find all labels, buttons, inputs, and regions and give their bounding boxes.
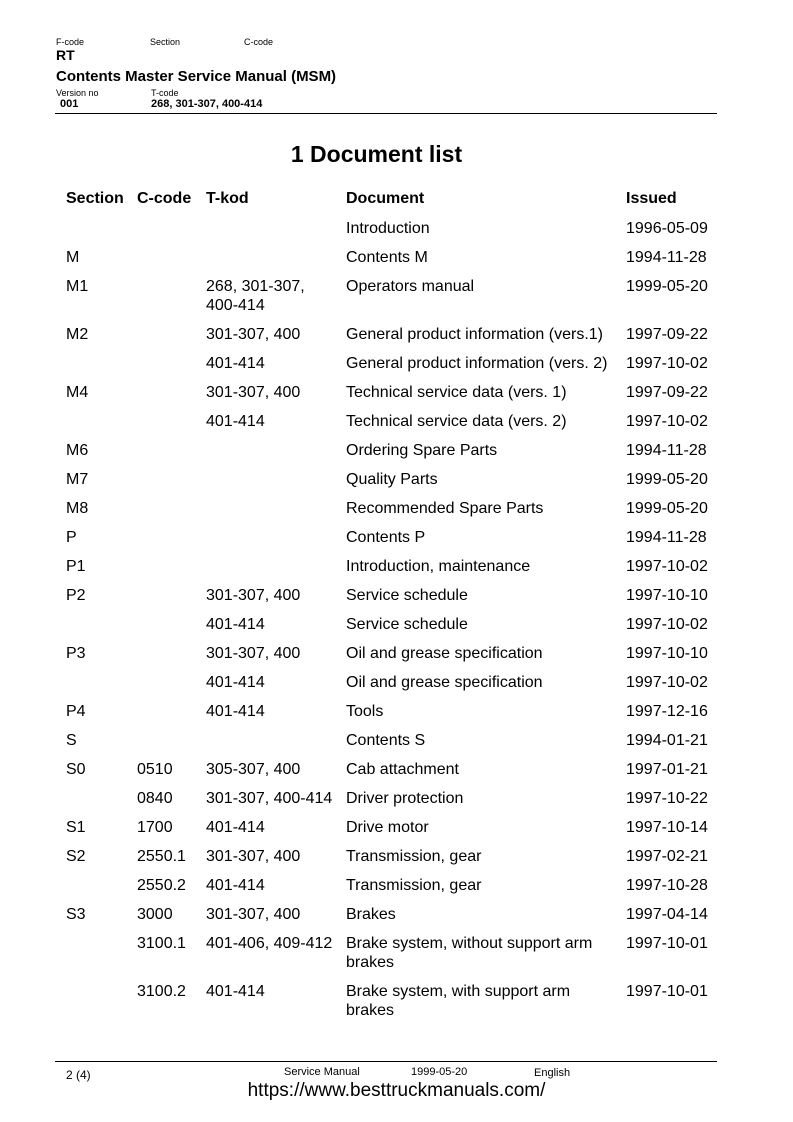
cell-section: M6 xyxy=(66,442,89,459)
cell-issued: 1996-05-09 xyxy=(626,220,708,237)
table-body xyxy=(62,215,722,1026)
cell-section xyxy=(62,611,133,640)
table-row xyxy=(62,872,722,901)
cell-ccode xyxy=(133,669,202,698)
cell-document: Technical service data (vers. 1) xyxy=(346,384,567,401)
table-row xyxy=(62,495,722,524)
cell-document: Brake system, without support arm brakes xyxy=(346,935,593,971)
table-row xyxy=(62,930,722,978)
cell-section: S0 xyxy=(66,761,86,778)
version-value: 001 xyxy=(60,98,79,110)
cell-ccode xyxy=(133,640,202,669)
cell-document: Quality Parts xyxy=(346,471,438,488)
cell-document: Contents M xyxy=(346,249,428,266)
cell-ccode xyxy=(133,350,202,379)
cell-document: Drive motor xyxy=(346,819,429,836)
cell-document: Transmission, gear xyxy=(346,877,482,894)
cell-issued: 1997-10-22 xyxy=(626,790,708,807)
cell-document: Technical service data (vers. 2) xyxy=(346,413,567,430)
cell-section: S2 xyxy=(66,848,86,865)
cell-tcode: 401-414 xyxy=(206,616,265,633)
table-row xyxy=(62,437,722,466)
cell-tcode: 401-414 xyxy=(206,355,265,372)
cell-document: General product information (vers.1) xyxy=(346,326,603,343)
cell-section: P1 xyxy=(66,558,86,575)
cell-section: M8 xyxy=(66,500,89,517)
table-row xyxy=(62,273,722,321)
table-row xyxy=(62,244,722,273)
cell-section xyxy=(62,215,133,244)
header-title: Contents Master Service Manual (MSM) xyxy=(56,68,337,85)
tcode-value: 268, 301-307, 400-414 xyxy=(151,98,263,110)
cell-issued: 1999-05-20 xyxy=(626,500,708,517)
cell-ccode xyxy=(133,273,202,321)
cell-issued: 1994-11-28 xyxy=(626,249,707,266)
cell-ccode: 0510 xyxy=(137,761,173,778)
cell-issued: 1997-04-14 xyxy=(626,906,708,923)
footer-language: English xyxy=(534,1067,571,1079)
cell-section: M xyxy=(66,249,80,266)
cell-document: Brake system, with support arm brakes xyxy=(346,983,571,1019)
cell-ccode xyxy=(133,244,202,273)
cell-ccode: 1700 xyxy=(137,819,173,836)
cell-section: S xyxy=(66,732,77,749)
table-row xyxy=(62,901,722,930)
cell-ccode: 2550.1 xyxy=(137,848,186,865)
table-row xyxy=(62,582,722,611)
cell-document: Driver protection xyxy=(346,790,464,807)
cell-tcode: 401-414 xyxy=(206,819,265,836)
table-row xyxy=(62,978,722,1026)
fcode-value: RT xyxy=(56,47,75,63)
table-row xyxy=(62,669,722,698)
cell-ccode: 3100.2 xyxy=(137,983,186,1000)
cell-section xyxy=(62,350,133,379)
footer-url: https://www.besttruckmanuals.com/ xyxy=(247,1080,546,1101)
cell-document: Transmission, gear xyxy=(346,848,482,865)
table-row xyxy=(62,321,722,350)
table-header-row xyxy=(62,186,722,215)
cell-ccode xyxy=(133,524,202,553)
cell-document: Oil and grease specification xyxy=(346,645,543,662)
cell-issued: 1994-11-28 xyxy=(626,529,707,546)
cell-issued: 1997-10-14 xyxy=(626,819,708,836)
cell-section: S3 xyxy=(66,906,86,923)
cell-document: Recommended Spare Parts xyxy=(346,500,544,517)
cell-section: S1 xyxy=(66,819,86,836)
footer-manual: Service Manual xyxy=(284,1066,360,1078)
cell-section: M2 xyxy=(66,326,89,343)
cell-tcode: 401-414 xyxy=(206,674,265,691)
cell-document: Introduction, maintenance xyxy=(346,558,531,575)
cell-issued: 1994-01-21 xyxy=(626,732,708,749)
table-row xyxy=(62,785,722,814)
cell-section: P4 xyxy=(66,703,86,720)
cell-tcode xyxy=(202,553,342,582)
cell-document: Introduction xyxy=(346,220,430,237)
cell-document: Ordering Spare Parts xyxy=(346,442,498,459)
cell-ccode xyxy=(133,408,202,437)
cell-ccode xyxy=(133,698,202,727)
cell-document: Tools xyxy=(346,703,384,720)
cell-ccode xyxy=(133,437,202,466)
cell-issued: 1997-01-21 xyxy=(626,761,708,778)
cell-document: Cab attachment xyxy=(346,761,459,778)
table-row xyxy=(62,379,722,408)
cell-tcode xyxy=(202,495,342,524)
table-row xyxy=(62,466,722,495)
cell-document: Contents P xyxy=(346,529,426,546)
cell-document: Service schedule xyxy=(346,587,468,604)
cell-tcode: 268, 301-307, 400-414 xyxy=(206,278,305,314)
cell-section: M1 xyxy=(66,278,89,295)
cell-ccode xyxy=(133,727,202,756)
header-tkod: T-kod xyxy=(206,190,249,207)
cell-tcode: 401-414 xyxy=(206,703,265,720)
cell-tcode xyxy=(202,215,342,244)
cell-issued: 1997-10-02 xyxy=(626,558,708,575)
cell-issued: 1997-10-01 xyxy=(626,983,708,1000)
cell-tcode xyxy=(202,524,342,553)
cell-ccode: 3100.1 xyxy=(137,935,186,952)
cell-document: Contents S xyxy=(346,732,426,749)
table-row xyxy=(62,698,722,727)
cell-issued: 1997-10-10 xyxy=(626,587,708,604)
cell-issued: 1997-10-02 xyxy=(626,355,708,372)
document-title: 1 Document list xyxy=(290,141,463,167)
cell-tcode: 301-307, 400 xyxy=(206,645,301,662)
table-row xyxy=(62,524,722,553)
cell-section xyxy=(62,978,133,1026)
tcode-label: T-code xyxy=(151,88,179,98)
cell-ccode: 3000 xyxy=(137,906,173,923)
cell-tcode: 301-307, 400 xyxy=(206,326,301,343)
cell-issued: 1997-10-02 xyxy=(626,616,708,633)
cell-section xyxy=(62,785,133,814)
fcode-label: F-code xyxy=(56,37,85,47)
cell-section: M4 xyxy=(66,384,89,401)
table-row xyxy=(62,553,722,582)
header-section: Section xyxy=(66,190,124,207)
cell-issued: 1997-10-02 xyxy=(626,413,708,430)
cell-issued: 1997-10-02 xyxy=(626,674,708,691)
footer-page: 2 (4) xyxy=(66,1068,91,1082)
cell-tcode xyxy=(202,466,342,495)
header-divider xyxy=(55,113,717,114)
cell-ccode xyxy=(133,321,202,350)
section-label: Section xyxy=(150,37,181,47)
cell-ccode xyxy=(133,553,202,582)
cell-issued: 1997-09-22 xyxy=(626,326,708,343)
cell-tcode: 301-307, 400 xyxy=(206,384,301,401)
table-row xyxy=(62,727,722,756)
cell-section xyxy=(62,930,133,978)
cell-ccode: 2550.2 xyxy=(137,877,186,894)
cell-issued: 1997-09-22 xyxy=(626,384,708,401)
cell-tcode: 401-406, 409-412 xyxy=(206,935,333,952)
cell-tcode: 401-414 xyxy=(206,983,265,1000)
ccode-label: C-code xyxy=(244,37,274,47)
cell-issued: 1997-10-28 xyxy=(626,877,708,894)
cell-section xyxy=(62,872,133,901)
cell-document: Brakes xyxy=(346,906,396,923)
table-row xyxy=(62,611,722,640)
header-ccode: C-code xyxy=(137,190,192,207)
cell-issued: 1994-11-28 xyxy=(626,442,707,459)
cell-ccode: 0840 xyxy=(137,790,173,807)
cell-section: P3 xyxy=(66,645,86,662)
document-list-table xyxy=(62,186,722,1026)
cell-issued: 1997-12-16 xyxy=(626,703,708,720)
table-row xyxy=(62,756,722,785)
cell-tcode: 301-307, 400 xyxy=(206,906,301,923)
cell-issued: 1997-10-10 xyxy=(626,645,708,662)
cell-ccode xyxy=(133,582,202,611)
cell-ccode xyxy=(133,611,202,640)
cell-tcode xyxy=(202,244,342,273)
cell-section xyxy=(62,408,133,437)
cell-issued: 1997-02-21 xyxy=(626,848,708,865)
cell-document: General product information (vers. 2) xyxy=(346,355,608,372)
table-row xyxy=(62,215,722,244)
version-label: Version no xyxy=(56,88,99,98)
cell-issued: 1999-05-20 xyxy=(626,471,708,488)
cell-section xyxy=(62,669,133,698)
footer-date: 1999-05-20 xyxy=(411,1066,468,1078)
cell-tcode: 301-307, 400 xyxy=(206,848,301,865)
table-row xyxy=(62,350,722,379)
cell-ccode xyxy=(133,466,202,495)
cell-section: P2 xyxy=(66,587,86,604)
cell-section: M7 xyxy=(66,471,89,488)
cell-document: Service schedule xyxy=(346,616,468,633)
cell-tcode: 301-307, 400 xyxy=(206,587,301,604)
cell-issued: 1999-05-20 xyxy=(626,278,708,295)
cell-document: Oil and grease specification xyxy=(346,674,543,691)
cell-document: Operators manual xyxy=(346,278,475,295)
cell-tcode xyxy=(202,727,342,756)
header-document: Document xyxy=(346,190,425,207)
cell-section: P xyxy=(66,529,77,546)
cell-tcode: 301-307, 400-414 xyxy=(206,790,333,807)
header-issued: Issued xyxy=(626,190,677,207)
table-row xyxy=(62,814,722,843)
cell-issued: 1997-10-01 xyxy=(626,935,708,952)
table-row xyxy=(62,408,722,437)
table-row xyxy=(62,640,722,669)
footer-divider xyxy=(55,1061,717,1062)
cell-ccode xyxy=(133,379,202,408)
cell-tcode: 401-414 xyxy=(206,413,265,430)
cell-ccode xyxy=(133,215,202,244)
cell-tcode xyxy=(202,437,342,466)
table-row xyxy=(62,843,722,872)
cell-tcode: 305-307, 400 xyxy=(206,761,301,778)
cell-tcode: 401-414 xyxy=(206,877,265,894)
cell-ccode xyxy=(133,495,202,524)
